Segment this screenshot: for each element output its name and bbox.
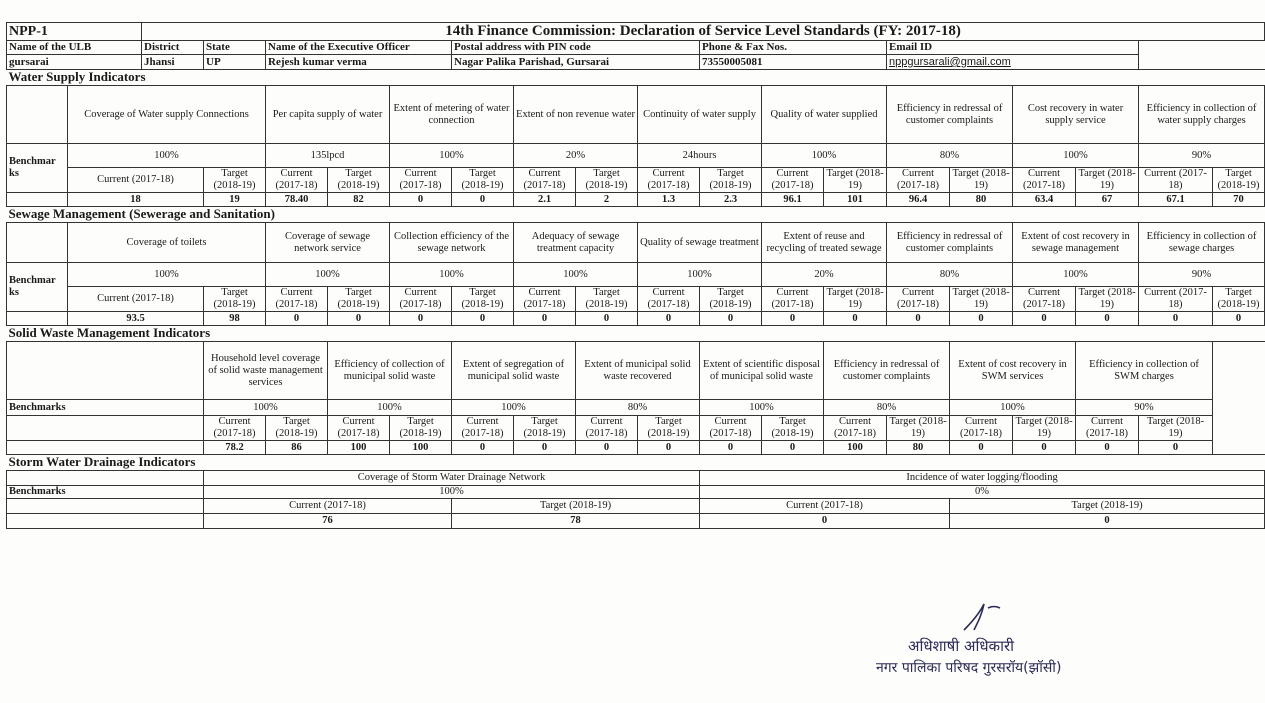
water_supply-indicator-name: Extent of non revenue water [514, 86, 638, 144]
target-label: Target (2018-19) [700, 168, 762, 193]
solid_waste-benchmark-value: 100% [452, 400, 576, 416]
solid_waste-current-value: 100 [328, 441, 390, 455]
solid_waste-current-value: 78.2 [204, 441, 266, 455]
target-label: Target (2018-19) [887, 416, 950, 441]
solid_waste-heading: Solid Waste Management Indicators [7, 326, 1265, 342]
sewage-target-value: 0 [950, 312, 1013, 326]
sewage-benchmark-value: 100% [1013, 263, 1139, 287]
current-label: Current (2017-18) [638, 287, 700, 312]
benchmarks-label: Benchmarks [7, 486, 204, 499]
sewage-indicator-name: Quality of sewage treatment [638, 223, 762, 263]
solid_waste-current-value: 0 [950, 441, 1013, 455]
current-label: Current (2017-18) [950, 416, 1013, 441]
solid_waste-indicator-name: Efficiency in collection of SWM charges [1076, 342, 1213, 400]
target-label: Target (2018-19) [328, 168, 390, 193]
sewage-benchmark-value: 100% [638, 263, 762, 287]
water_supply-heading: Water Supply Indicators [7, 70, 1265, 86]
page-title: 14th Finance Commission: Declaration of Service Level Standards (FY: 2017-18) [142, 23, 1265, 41]
storm_water-benchmark-value: 100% [204, 486, 700, 499]
current-label: Current (2017-18) [762, 287, 824, 312]
header-district-label: District [142, 41, 204, 55]
water_supply-benchmark-value: 24hours [638, 144, 762, 168]
header-phone-fax-label: Phone & Fax Nos. [700, 41, 887, 55]
water_supply-indicator-name: Cost recovery in water supply service [1013, 86, 1139, 144]
sewage-indicator-name: Coverage of toilets [68, 223, 266, 263]
current-label: Current (2017-18) [887, 287, 950, 312]
solid_waste-indicator-name: Extent of cost recovery in SWM services [950, 342, 1076, 400]
current-label: Current (2017-18) [576, 416, 638, 441]
storm_water-benchmark-value: 0% [700, 486, 1265, 499]
storm_water-target-value: 0 [950, 514, 1265, 529]
water_supply-benchmark-value: 100% [762, 144, 887, 168]
benchmarks-label: Benchmar ks [7, 263, 68, 312]
benchmarks-label: Benchmar ks [7, 144, 68, 193]
solid_waste-benchmark-value: 100% [700, 400, 824, 416]
water_supply-current-value: 63.4 [1013, 193, 1076, 207]
current-label: Current (2017-18) [1013, 168, 1076, 193]
header-state-label: State [204, 41, 266, 55]
sewage-indicator-name: Extent of cost recovery in sewage management [1013, 223, 1139, 263]
water_supply-target-value: 2.3 [700, 193, 762, 207]
current-label: Current (2017-18) [762, 168, 824, 193]
water_supply-current-value: 2.1 [514, 193, 576, 207]
empty-cell [7, 193, 68, 207]
current-label: Current (2017-18) [266, 168, 328, 193]
sewage-target-value: 0 [700, 312, 762, 326]
empty-cell [7, 86, 68, 144]
target-label: Target (2018-19) [1076, 287, 1139, 312]
solid_waste-benchmark-value: 100% [328, 400, 452, 416]
target-label: Target (2018-19) [576, 168, 638, 193]
current-label: Current (2017-18) [1076, 416, 1139, 441]
water_supply-benchmark-value: 100% [390, 144, 514, 168]
solid_waste-target-value: 0 [1139, 441, 1213, 455]
header-ulb-name-label: Name of the ULB [7, 41, 142, 55]
target-label: Target (2018-19) [452, 287, 514, 312]
water_supply-indicator-name: Continuity of water supply [638, 86, 762, 144]
current-label: Current (2017-18) [390, 168, 452, 193]
water_supply-indicator-name: Efficiency in redressal of customer complaints [887, 86, 1013, 144]
header-postal-address-value: Nagar Palika Parishad, Gursarai [452, 55, 700, 70]
water_supply-current-value: 0 [390, 193, 452, 207]
solid_waste-indicator-name: Efficiency of collection of municipal solid waste [328, 342, 452, 400]
signature-designation: अधिशाषी अधिकारी [908, 637, 1014, 655]
solid_waste-target-value: 0 [638, 441, 700, 455]
sewage-target-value: 0 [1076, 312, 1139, 326]
water_supply-indicator-name: Quality of water supplied [762, 86, 887, 144]
water_supply-current-value: 67.1 [1139, 193, 1213, 207]
solid_waste-current-value: 0 [700, 441, 762, 455]
water_supply-benchmark-value: 80% [887, 144, 1013, 168]
water_supply-indicator-name: Extent of metering of water connection [390, 86, 514, 144]
water_supply-benchmark-value: 135lpcd [266, 144, 390, 168]
empty-cell [7, 416, 204, 441]
solid_waste-benchmark-value: 100% [950, 400, 1076, 416]
solid_waste-indicator-name: Extent of scientific disposal of municipal solid waste [700, 342, 824, 400]
water_supply-target-value: 101 [824, 193, 887, 207]
water_supply-target-value: 67 [1076, 193, 1139, 207]
current-label: Current (2017-18) [204, 499, 452, 514]
sewage-benchmark-value: 20% [762, 263, 887, 287]
header-phone-fax-value: 73550005081 [700, 55, 887, 70]
sewage-indicator-name: Adequacy of sewage treatment capacity [514, 223, 638, 263]
solid_waste-current-value: 0 [576, 441, 638, 455]
storm_water-indicator-name: Coverage of Storm Water Drainage Network [204, 471, 700, 486]
water_supply-current-value: 96.1 [762, 193, 824, 207]
solid_waste-benchmark-value: 80% [824, 400, 950, 416]
sewage-indicator-name: Coverage of sewage network service [266, 223, 390, 263]
empty-cell [7, 342, 204, 400]
sewage-target-value: 0 [824, 312, 887, 326]
sewage-benchmark-value: 100% [266, 263, 390, 287]
current-label: Current (2017-18) [452, 416, 514, 441]
target-label: Target (2018-19) [1213, 287, 1265, 312]
sewage-target-value: 0 [328, 312, 390, 326]
header-state-value: UP [204, 55, 266, 70]
solid_waste-target-value: 0 [762, 441, 824, 455]
water_supply-benchmark-value: 100% [1013, 144, 1139, 168]
target-label: Target (2018-19) [266, 416, 328, 441]
sewage-indicator-name: Efficiency in collection of sewage charges [1139, 223, 1265, 263]
header-ulb-name-value: gursarai [7, 55, 142, 70]
target-label: Target (2018-19) [452, 168, 514, 193]
water_supply-indicator-name: Efficiency in collection of water supply charges [1139, 86, 1265, 144]
handwritten-signature [958, 600, 1018, 634]
current-label: Current (2017-18) [68, 168, 204, 193]
sewage-current-value: 0 [887, 312, 950, 326]
current-label: Current (2017-18) [68, 287, 204, 312]
sewage-current-value: 0 [266, 312, 328, 326]
sewage-target-value: 0 [452, 312, 514, 326]
current-label: Current (2017-18) [824, 416, 887, 441]
target-label: Target (2018-19) [824, 168, 887, 193]
water_supply-current-value: 96.4 [887, 193, 950, 207]
target-label: Target (2018-19) [452, 499, 700, 514]
water_supply-target-value: 70 [1213, 193, 1265, 207]
target-label: Target (2018-19) [1139, 416, 1213, 441]
header-executive-officer-value: Rejesh kumar verma [266, 55, 452, 70]
target-label: Target (2018-19) [950, 499, 1265, 514]
sewage-target-value: 0 [1213, 312, 1265, 326]
solid_waste-current-value: 100 [824, 441, 887, 455]
sewage-current-value: 0 [1139, 312, 1213, 326]
empty-cell [7, 312, 68, 326]
sewage-target-value: 98 [204, 312, 266, 326]
solid_waste-current-value: 0 [452, 441, 514, 455]
water_supply-current-value: 1.3 [638, 193, 700, 207]
solid_waste-indicator-name: Extent of municipal solid waste recovered [576, 342, 700, 400]
form-id: NPP-1 [7, 23, 142, 41]
storm_water-indicator-name: Incidence of water logging/flooding [700, 471, 1265, 486]
empty-cell [7, 441, 204, 455]
empty-cell [7, 471, 204, 486]
empty-cell [7, 514, 204, 529]
sewage-indicator-name: Collection efficiency of the sewage network [390, 223, 514, 263]
target-label: Target (2018-19) [204, 168, 266, 193]
current-label: Current (2017-18) [1013, 287, 1076, 312]
solid_waste-benchmark-value: 90% [1076, 400, 1213, 416]
sewage-current-value: 0 [762, 312, 824, 326]
target-label: Target (2018-19) [328, 287, 390, 312]
current-label: Current (2017-18) [514, 168, 576, 193]
sewage-indicator-name: Extent of reuse and recycling of treated sewage [762, 223, 887, 263]
water_supply-benchmark-value: 100% [68, 144, 266, 168]
sewage-current-value: 0 [1013, 312, 1076, 326]
empty-cell [7, 223, 68, 263]
solid_waste-indicator-name: Extent of segregation of municipal solid waste [452, 342, 576, 400]
header-email-id-value: nppgursarali@gmail.com [887, 55, 1139, 70]
target-label: Target (2018-19) [576, 287, 638, 312]
target-label: Target (2018-19) [638, 416, 700, 441]
water_supply-target-value: 19 [204, 193, 266, 207]
water_supply-indicator-name: Coverage of Water supply Connections [68, 86, 266, 144]
current-label: Current (2017-18) [514, 287, 576, 312]
sewage-current-value: 93.5 [68, 312, 204, 326]
solid_waste-target-value: 80 [887, 441, 950, 455]
sewage-benchmark-value: 100% [390, 263, 514, 287]
target-label: Target (2018-19) [390, 416, 452, 441]
current-label: Current (2017-18) [1139, 287, 1213, 312]
current-label: Current (2017-18) [204, 416, 266, 441]
water_supply-target-value: 82 [328, 193, 390, 207]
current-label: Current (2017-18) [887, 168, 950, 193]
target-label: Target (2018-19) [514, 416, 576, 441]
sewage-current-value: 0 [514, 312, 576, 326]
solid_waste-target-value: 100 [390, 441, 452, 455]
current-label: Current (2017-18) [266, 287, 328, 312]
sewage-benchmark-value: 100% [514, 263, 638, 287]
header-email-id-label: Email ID [887, 41, 1139, 55]
sewage-current-value: 0 [638, 312, 700, 326]
sewage-benchmark-value: 100% [68, 263, 266, 287]
sewage-heading: Sewage Management (Sewerage and Sanitation) [7, 207, 1265, 223]
water_supply-benchmark-value: 90% [1139, 144, 1265, 168]
sewage-benchmark-value: 90% [1139, 263, 1265, 287]
solid_waste-benchmark-value: 100% [204, 400, 328, 416]
solid_waste-target-value: 0 [1013, 441, 1076, 455]
water_supply-indicator-name: Per capita supply of water [266, 86, 390, 144]
current-label: Current (2017-18) [328, 416, 390, 441]
current-label: Current (2017-18) [700, 499, 950, 514]
service-level-table [6, 22, 1265, 529]
target-label: Target (2018-19) [1213, 168, 1265, 193]
water_supply-current-value: 18 [68, 193, 204, 207]
solid_waste-indicator-name: Efficiency in redressal of customer complaints [824, 342, 950, 400]
target-label: Target (2018-19) [824, 287, 887, 312]
target-label: Target (2018-19) [1076, 168, 1139, 193]
current-label: Current (2017-18) [390, 287, 452, 312]
sewage-target-value: 0 [576, 312, 638, 326]
sewage-indicator-name: Efficiency in redressal of customer complaints [887, 223, 1013, 263]
current-label: Current (2017-18) [700, 416, 762, 441]
current-label: Current (2017-18) [638, 168, 700, 193]
target-label: Target (2018-19) [1013, 416, 1076, 441]
signature-office: नगर पालिका परिषद गुरसरॉय(झॉसी) [876, 660, 1062, 676]
sewage-current-value: 0 [390, 312, 452, 326]
target-label: Target (2018-19) [950, 287, 1013, 312]
solid_waste-indicator-name: Household level coverage of solid waste management services [204, 342, 328, 400]
water_supply-target-value: 2 [576, 193, 638, 207]
water_supply-current-value: 78.40 [266, 193, 328, 207]
storm_water-target-value: 78 [452, 514, 700, 529]
empty-cell [7, 499, 204, 514]
current-label: Current (2017-18) [1139, 168, 1213, 193]
header-district-value: Jhansi [142, 55, 204, 70]
target-label: Target (2018-19) [700, 287, 762, 312]
water_supply-target-value: 80 [950, 193, 1013, 207]
target-label: Target (2018-19) [762, 416, 824, 441]
benchmarks-label: Benchmarks [7, 400, 204, 416]
storm_water-current-value: 0 [700, 514, 950, 529]
solid_waste-target-value: 0 [514, 441, 576, 455]
water_supply-target-value: 0 [452, 193, 514, 207]
sewage-benchmark-value: 80% [887, 263, 1013, 287]
solid_waste-current-value: 0 [1076, 441, 1139, 455]
solid_waste-target-value: 86 [266, 441, 328, 455]
storm_water-heading: Storm Water Drainage Indicators [7, 455, 1265, 471]
target-label: Target (2018-19) [950, 168, 1013, 193]
header-postal-address-label: Postal address with PIN code [452, 41, 700, 55]
target-label: Target (2018-19) [204, 287, 266, 312]
storm_water-current-value: 76 [204, 514, 452, 529]
header-executive-officer-label: Name of the Executive Officer [266, 41, 452, 55]
water_supply-benchmark-value: 20% [514, 144, 638, 168]
solid_waste-benchmark-value: 80% [576, 400, 700, 416]
